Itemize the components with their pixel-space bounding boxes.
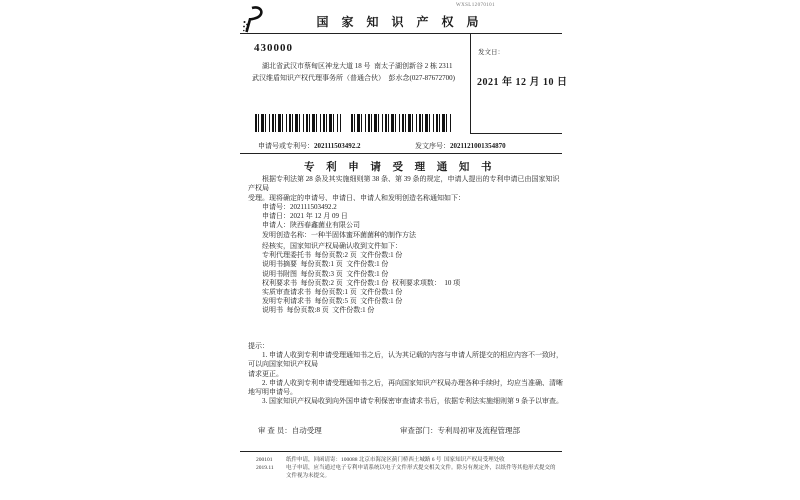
serial-number-value: 2021121001354870 [450, 142, 506, 150]
received-document-item: 说明书摘要 每份页数:1 页 文件份数:1 份 [262, 260, 389, 269]
application-number-line [258, 141, 360, 151]
application-number-barcode [255, 114, 341, 132]
field-invention-title: 发明创造名称：一种半固体蜜环菌菌种的制作方法 [262, 230, 416, 239]
footer-code: 200101 [256, 457, 273, 463]
footer-line: 电子申请，应当通过电子专利申请系统以电子文件形式提交相关文件。除另有规定外，以纸件等其他形式提交的 [286, 465, 556, 471]
recipient-address: 湖北省武汉市蔡甸区神龙大道 18 号 南太子湖创新谷 2 栋 2311 [262, 62, 453, 70]
received-heading: 经核实，国家知识产权局确认收到文件如下： [262, 242, 402, 250]
department-label: 审查部门： [400, 426, 438, 435]
recipient-agency-contact: 武汉维盾知识产权代理事务所（普通合伙） 彭水念(027-87672700) [252, 74, 455, 82]
note-line: 请求更正。 [248, 369, 283, 378]
application-number-value: 202111503492.2 [314, 142, 361, 150]
received-document-item: 实质审查请求书 每份页数:1 页 文件份数:1 份 [262, 288, 403, 297]
received-document-item: 发明专利请求书 每份页数:5 页 文件份数:1 份 [262, 297, 403, 306]
notes-heading: 提示： [248, 342, 269, 350]
note-line: 3. 国家知识产权局收到向外国申请专利保密审查请求书后，依据专利法实施细则第 9 条予以审查。 [262, 397, 563, 406]
footer-line: 纸件申请，回函请寄：100088 北京市海淀区蓟门桥西土城路 6 号 国家知识产权局受理处收 [286, 457, 505, 463]
received-document-item: 说明书 每份页数:8 页 文件份数:1 份 [262, 306, 375, 315]
received-document-item: 专利代理委托书 每份页数:2 页 文件份数:1 份 [262, 251, 403, 260]
serial-number-line [415, 141, 506, 151]
received-document-item: 权利要求书 每份页数:2 页 文件份数:1 份 权利要求项数： 10 项 [262, 278, 461, 287]
dispatch-box-divider [470, 33, 471, 133]
notes-section [248, 342, 566, 406]
serial-number-label: 发文序号： [415, 142, 450, 150]
dispatch-date-label: 发文日： [478, 49, 504, 56]
dispatch-box-bottom [470, 133, 562, 134]
examiner-value: 自动受理 [291, 426, 322, 435]
field-filing-date: 申请日：2021 年 12 月 09 日 [262, 212, 348, 221]
note-line: 2. 申请人收到专利申请受理通知书之后，再向国家知识产权局办理各种手续时，均应当准确、清晰地写明申请号。 [248, 378, 563, 397]
agency-title: 国 家 知 识 产 权 局 [316, 15, 484, 29]
note-line: 1. 申请人收到专利申请受理通知书之后，认为其记载的内容与申请人所提交的相应内容不一致时，可以向国家知识产权局 [248, 351, 563, 369]
received-document-item: 说明书附图 每份页数:3 页 文件份数:1 份 [262, 269, 389, 278]
footer-instructions [286, 456, 566, 480]
footer-form-codes [256, 456, 274, 472]
department-line [400, 425, 520, 436]
header-rule [240, 33, 562, 34]
notice-title: 专 利 申 请 受 理 通 知 书 [304, 162, 496, 173]
footer-code: 2019.11 [256, 465, 274, 471]
footer-rule [240, 451, 562, 452]
examiner-label: 审 查 员： [258, 426, 292, 435]
department-value: 专利局初审及流程管理部 [437, 426, 520, 435]
application-number-label: 申请号或专利号： [258, 142, 314, 150]
intro-line: 根据专利法第 28 条及其实施细则第 38 条、第 39 条的规定，申请人提出的专利申请已由国家知识产权局 [248, 175, 560, 193]
title-rule [240, 153, 562, 154]
intro-line: 受理。现将确定的申请号、申请日、申请人和发明创造名称通知如下： [248, 193, 465, 202]
field-application-number: 申请号：202111503492.2 [262, 202, 337, 211]
postal-code: 430000 [254, 42, 293, 54]
received-documents-section [248, 242, 564, 316]
print-code: WXSL12070101 [456, 3, 495, 8]
field-applicant: 申请人：陕西春鑫菌业有限公司 [262, 221, 360, 230]
footer-line: 文件视为未提交。 [286, 473, 331, 479]
notice-body [248, 175, 564, 240]
dispatch-date-value: 2021 年 12 月 10 日 [477, 77, 568, 88]
serial-number-barcode [351, 114, 453, 132]
examiner-line [258, 425, 322, 436]
